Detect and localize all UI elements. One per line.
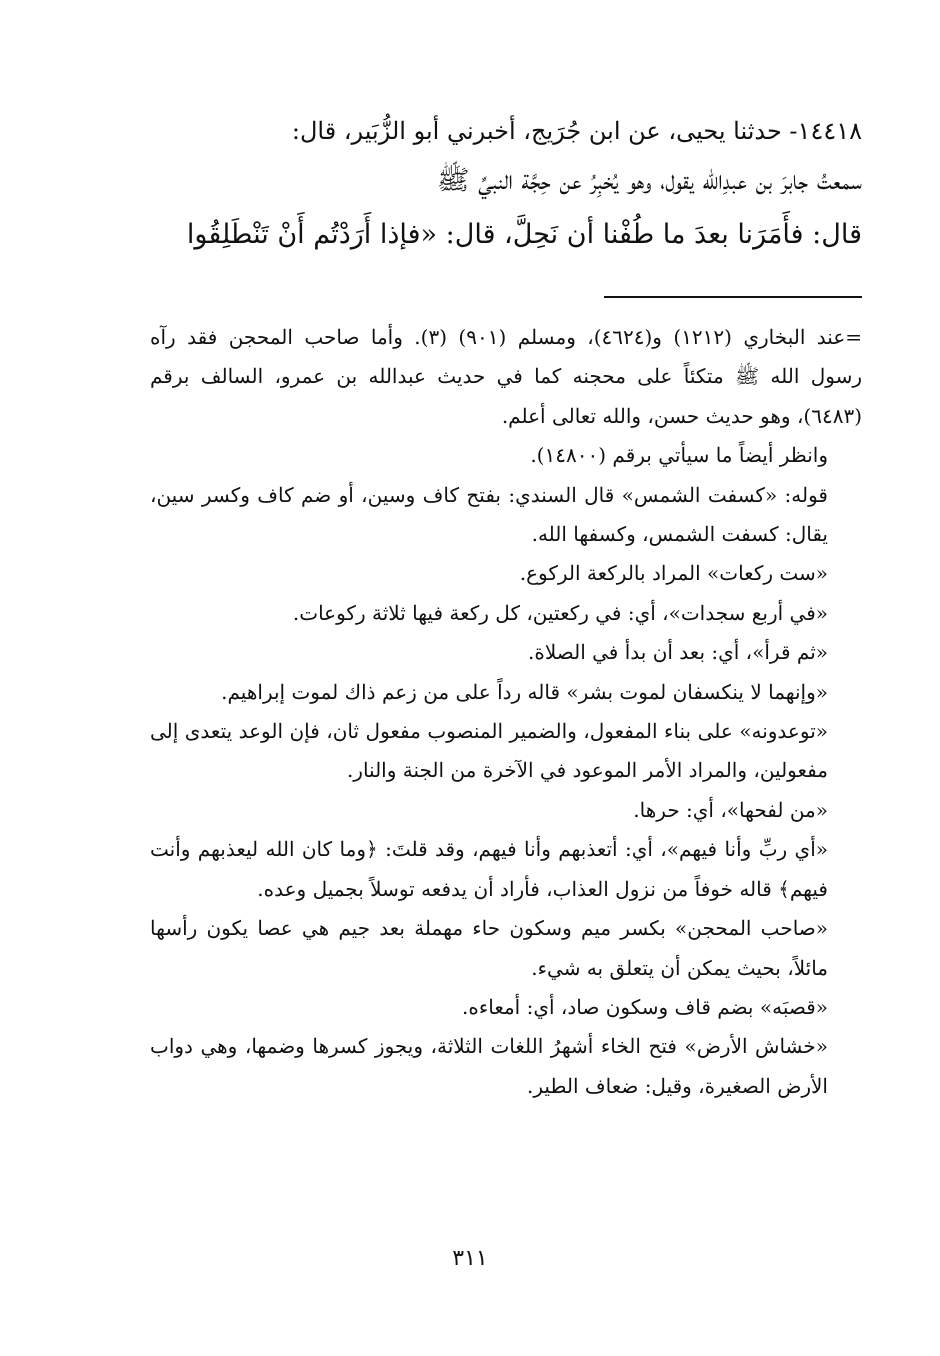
hadith-line-1: ١٤٤١٨- حدثنا يحيى، عن ابن جُرَيج، أخبرني أبو الزُّبَير، قال: [291,117,862,145]
footnote-paragraph: «في أربع سجدات»، أي: في ركعتين، كل ركعة فيها ثلاثة ركوعات. [292,600,828,625]
footnote-paragraph: =عند البخاري (١٢١٢) و(٤٦٢٤)، ومسلم (٩٠١) (٣). وأما صاحب المحجن فقد رآه رسول الله ﷺ متكئاً على محجنه كما في حديث عبدالله بن عمرو، السالف برقم (٦٤٨٣)، وهو حديث حسن، والله تعالى أعلم. [150,325,863,428]
footnote-paragraph: «صاحب المحجن» بكسر ميم وسكون حاء مهملة بعد جيم هي عصا يكون رأسها مائلاً، بحيث يمكن أن يتعلق به شيء. [150,916,828,980]
footnote-paragraph: «توعدونه» على بناء المفعول، والضمير المنصوب مفعول ثان، فإن الوعد يتعدى إلى مفعولين، والمراد الأمر الموعود في الآخرة من الجنة والنار. [150,719,828,783]
footnote-paragraph: «من لفحها»، أي: حرها. [633,797,828,822]
footnote-paragraph: «ثم قرأ»، أي: بعد أن بدأ في الصلاة. [528,640,828,665]
footnote-paragraph: «أي ربِّ وأنا فيهم»، أي: أتعذبهم وأنا فيهم، وقد قلتَ: ﴿وما كان الله ليعذبهم وأنت فيهم﴾ قاله خوفاً من نزول العذاب، فأراد أن يدفعه توسلاً بجميل وعده. [150,837,828,901]
footnote-paragraph: «خشاش الأرض» فتح الخاء أشهرُ اللغات الثلاثة، ويجوز كسرها وضمها، وهي دواب الأرض الصغيرة، وقيل: ضعاف الطير. [150,1034,828,1098]
main-text [150,108,862,262]
footnote-paragraph: قوله: «كسفت الشمس» قال السندي: بفتح كاف وسين، أو ضم كاف وكسر سين، يقال: كسفت الشمس، وكسفها الله. [150,482,828,547]
footnote-paragraph: «ست ركعات» المراد بالركعة الركوع. [519,561,828,586]
hadith-line-2: سمعتُ جابرَ بن عبدِالله يقول، وهو يُخبِرُ عن حِجَّة النبيِّ ﷺ [436,165,862,196]
footnote-separator [604,296,862,298]
footnotes [150,318,862,1106]
footnote-paragraph: «قصبَه» بضم قاف وسكون صاد، أي: أمعاءه. [461,994,828,1019]
footnote-paragraph: «وإنهما لا ينكسفان لموت بشر» قاله رداً على من زعم ذاك لموت إبراهيم. [221,679,828,704]
footnote-paragraph: وانظر أيضاً ما سيأتي برقم (١٤٨٠٠). [530,443,828,468]
page-number: ٣١١ [452,1246,488,1271]
hadith-line-3: قال: فأَمَرَنا بعدَ ما طُفْنا أن نَحِلَّ، قال: «فإذا أَرَدْتُم أَنْ تَنْطَلِقُوا [186,219,862,250]
